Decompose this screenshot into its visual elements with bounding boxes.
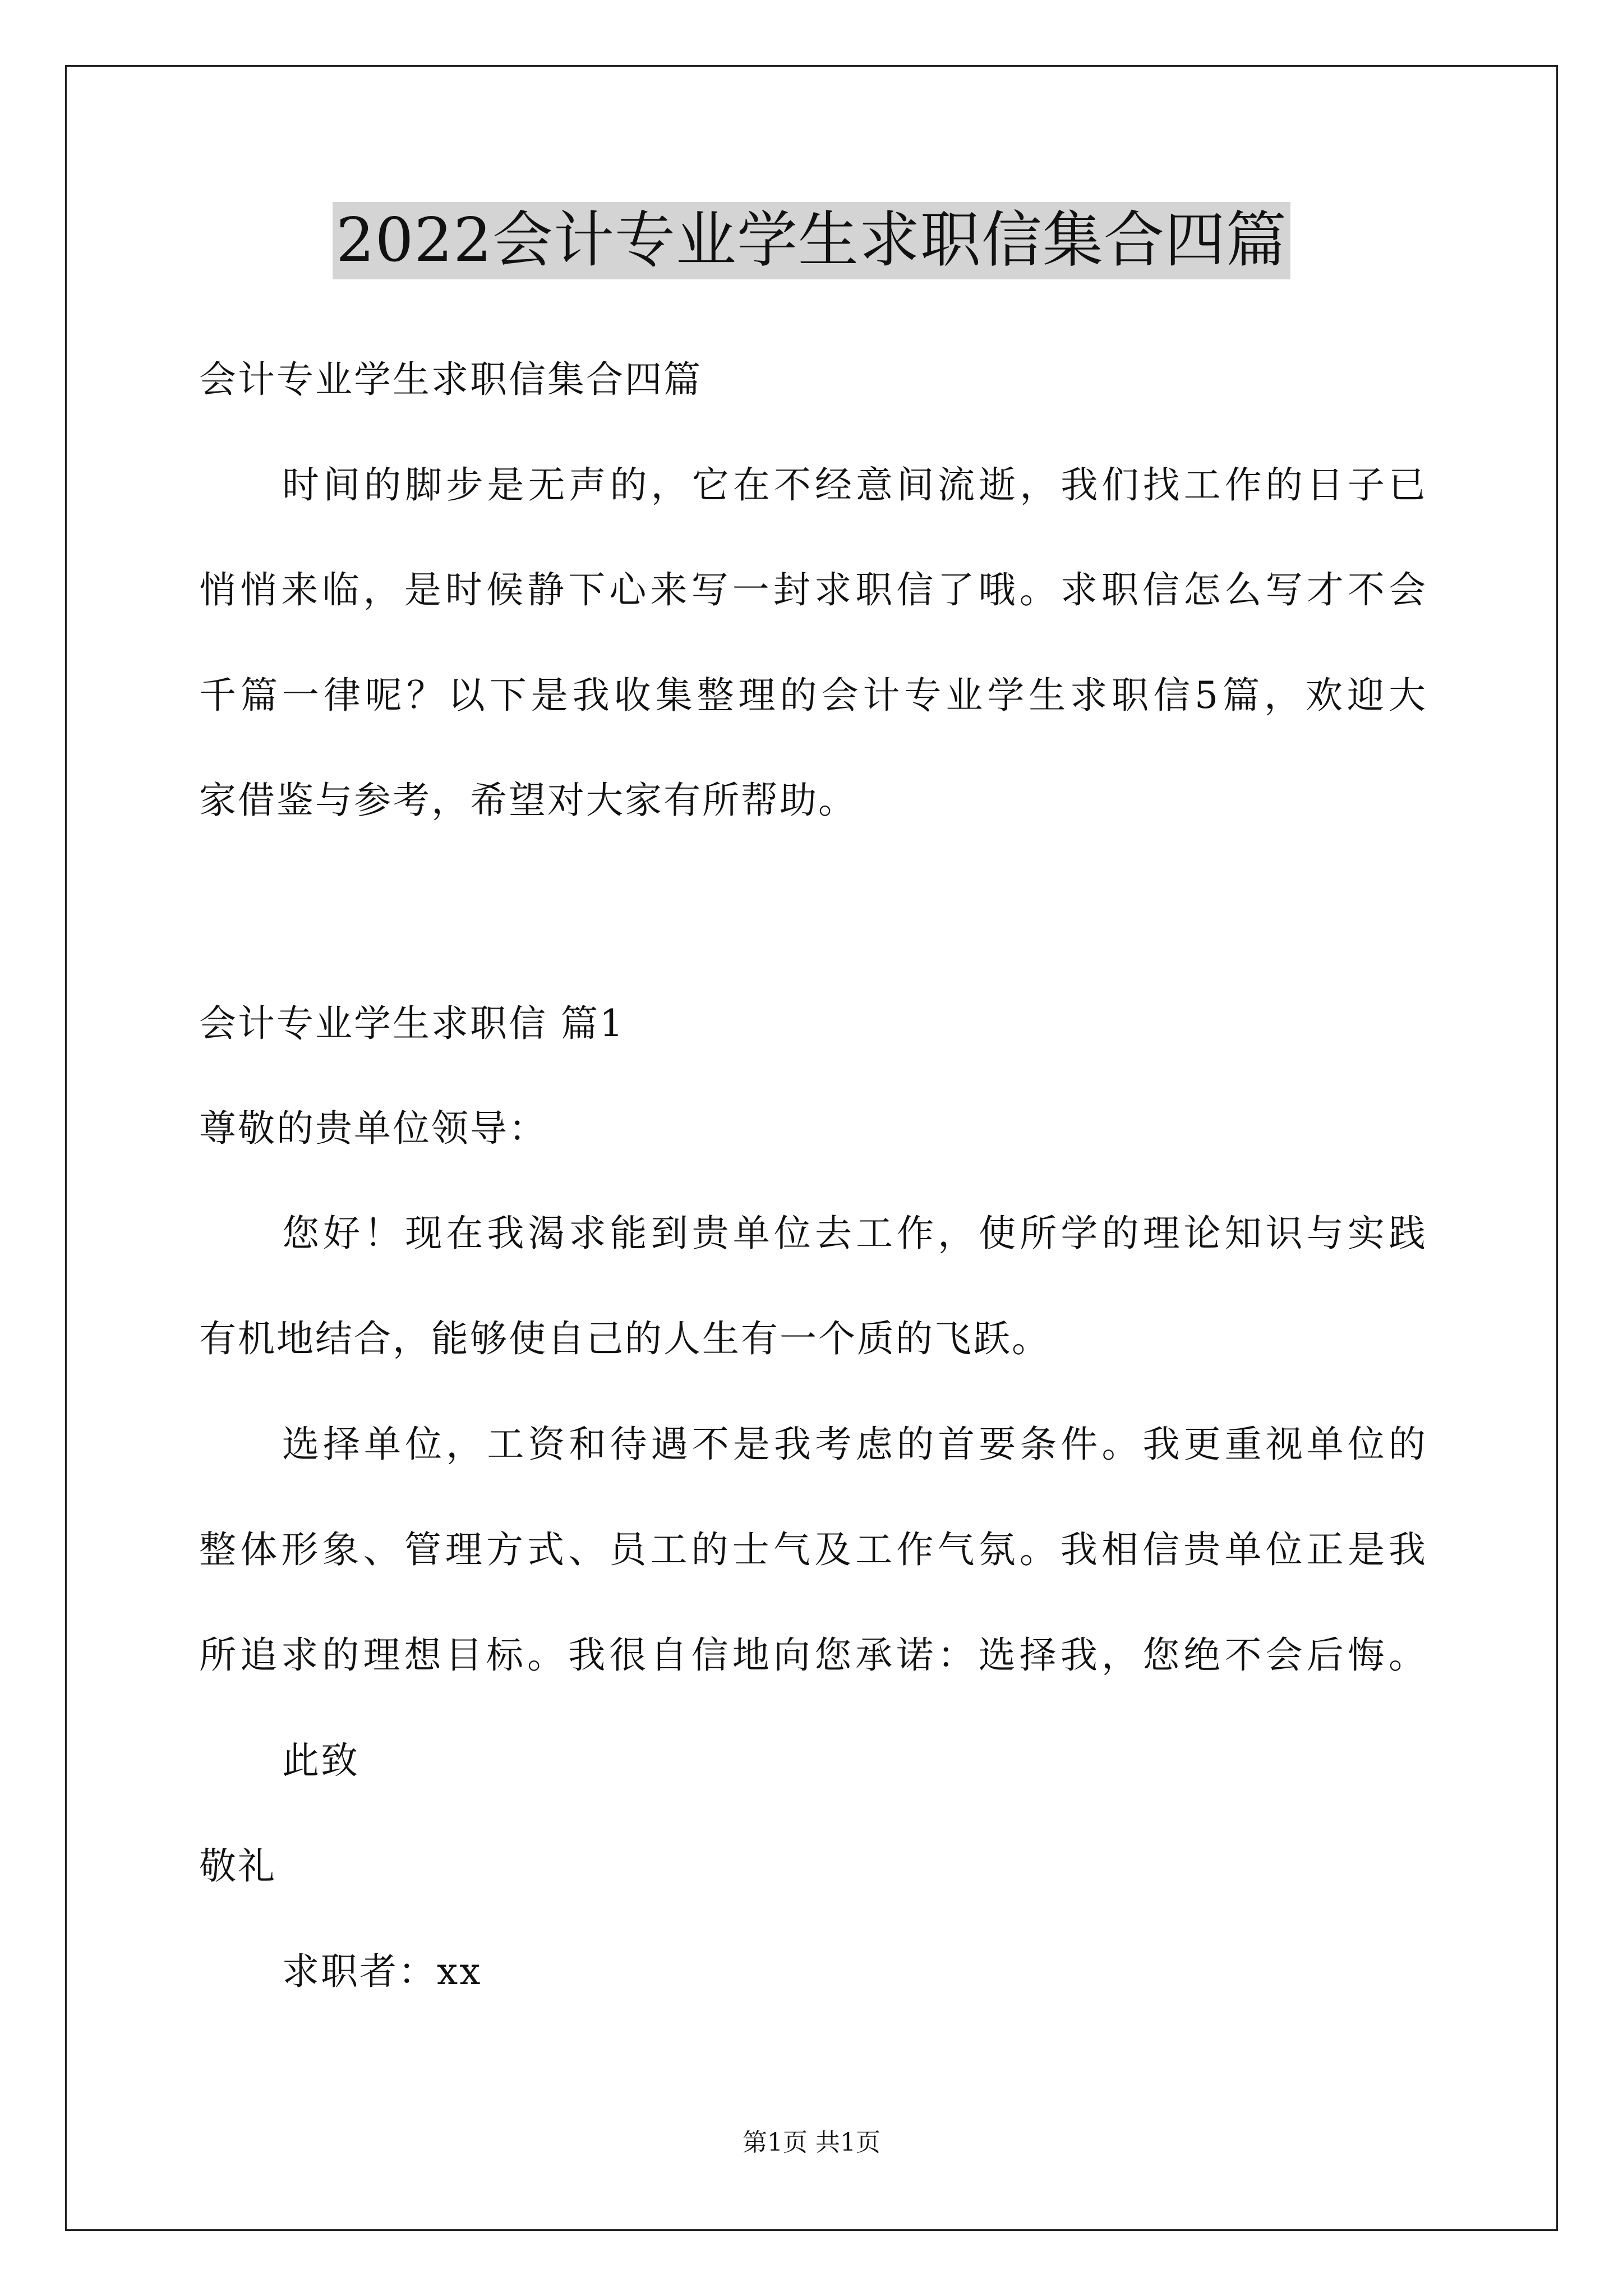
title-container: [0, 202, 1623, 279]
intro-line-3: 千篇一律呢？以下是我收集整理的会计专业学生求职信5篇，欢迎大: [199, 674, 1427, 717]
intro-line-2: 悄悄来临，是时候静下心来写一封求职信了哦。求职信怎么写才不会: [199, 568, 1427, 611]
closing-salute: 敬礼: [199, 1844, 276, 1888]
paragraph1-line-1: 您好！现在我渴求能到贵单位去工作，使所学的理论知识与实践: [282, 1212, 1427, 1255]
section-heading: 会计专业学生求职信 篇1: [199, 1002, 625, 1045]
signature: 求职者：xx: [282, 1950, 482, 1993]
document-title: 2022会计专业学生求职信集合四篇: [333, 202, 1290, 279]
intro-line-4: 家借鉴与参考，希望对大家有所帮助。: [199, 779, 857, 822]
closing-regards: 此致: [282, 1739, 359, 1782]
paragraph2-line-1: 选择单位，工资和待遇不是我考虑的首要条件。我更重视单位的: [282, 1423, 1427, 1466]
paragraph1-line-2: 有机地结合，能够使自己的人生有一个质的飞跃。: [199, 1317, 1050, 1360]
paragraph2-line-3: 所追求的理想目标。我很自信地向您承诺：选择我，您绝不会后悔。: [199, 1634, 1427, 1677]
intro-line-1: 时间的脚步是无声的，它在不经意间流逝，我们找工作的日子已: [282, 463, 1427, 507]
subtitle: 会计专业学生求职信集合四篇: [199, 358, 702, 401]
page-footer: 第1页 共1页: [743, 2128, 880, 2157]
paragraph2-line-2: 整体形象、管理方式、员工的士气及工作气氛。我相信贵单位正是我: [199, 1528, 1427, 1571]
salutation: 尊敬的贵单位领导：: [199, 1107, 547, 1150]
